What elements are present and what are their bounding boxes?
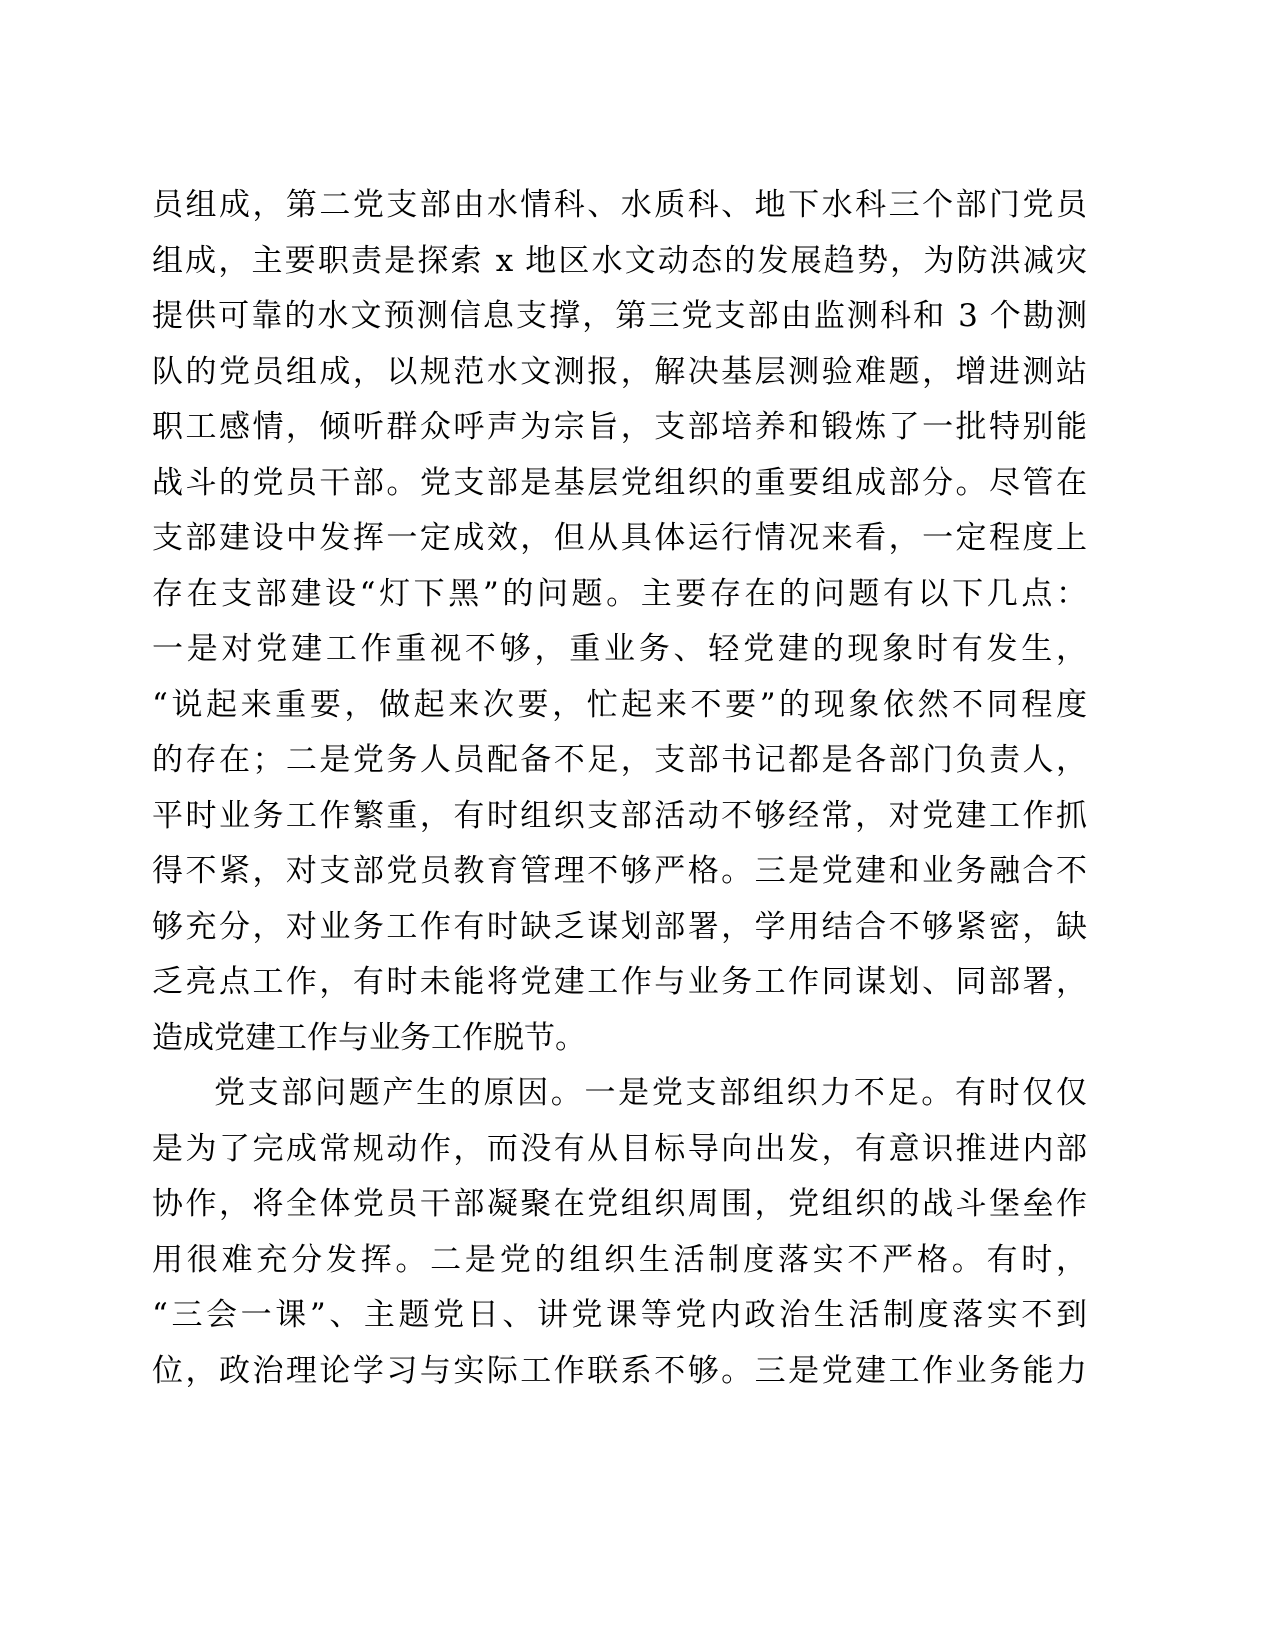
text-line: 乏亮点工作，有时未能将党建工作与业务工作同谋划、同部署， xyxy=(152,964,1087,1000)
text-line: 存在支部建设“灯下黑”的问题。主要存在的问题有以下几点： xyxy=(152,575,1087,612)
text-line: 平时业务工作繁重，有时组织支部活动不够经常，对党建工作抓 xyxy=(152,797,1087,834)
text-line: 够充分，对业务工作有时缺乏谋划部署，学用结合不够紧密，缺 xyxy=(152,908,1087,945)
text-line: 的存在；二是党务人员配备不足，支部书记都是各部门负责人， xyxy=(152,742,1087,778)
text-line: 战斗的党员干部。党支部是基层党组织的重要组成部分。尽管在 xyxy=(152,464,1087,501)
text-line: 支部建设中发挥一定成效，但从具体运行情况来看，一定程度上 xyxy=(152,520,1087,556)
text-line: 是为了完成常规动作，而没有从目标导向出发，有意识推进内部 xyxy=(152,1130,1087,1167)
paragraph-1 xyxy=(152,178,1087,1066)
text-line: 队的党员组成，以规范水文测报，解决基层测验难题，增进测站 xyxy=(152,353,1087,390)
body-text xyxy=(152,178,1087,1399)
text-line: 得不紧，对支部党员教育管理不够严格。三是党建和业务融合不 xyxy=(152,853,1087,889)
text-line: “说起来重要，做起来次要，忙起来不要”的现象依然不同程度 xyxy=(152,686,1087,723)
text-line: 员组成，第二党支部由水情科、水质科、地下水科三个部门党员 xyxy=(152,187,1087,223)
text-line: 职工感情，倾听群众呼声为宗旨，支部培养和锻炼了一批特别能 xyxy=(152,409,1087,445)
text-line: 造成党建工作与业务工作脱节。 xyxy=(152,1019,586,1056)
paragraph-2 xyxy=(152,1066,1087,1399)
text-line: 一是对党建工作重视不够，重业务、轻党建的现象时有发生， xyxy=(152,631,1087,667)
text-line: 党支部问题产生的原因。一是党支部组织力不足。有时仅仅 xyxy=(214,1075,1087,1111)
text-line: 组成，主要职责是探索 x 地区水文动态的发展趋势，为防洪减灾 xyxy=(152,242,1087,279)
text-line: 位，政治理论学习与实际工作联系不够。三是党建工作业务能力 xyxy=(152,1352,1087,1389)
text-line: 协作，将全体党员干部凝聚在党组织周围，党组织的战斗堡垒作 xyxy=(152,1186,1087,1222)
text-line: “三会一课”、主题党日、讲党课等党内政治生活制度落实不到 xyxy=(152,1297,1087,1333)
text-line: 用很难充分发挥。二是党的组织生活制度落实不严格。有时， xyxy=(152,1241,1087,1278)
text-line: 提供可靠的水文预测信息支撑，第三党支部由监测科和 3 个勘测 xyxy=(152,298,1087,334)
